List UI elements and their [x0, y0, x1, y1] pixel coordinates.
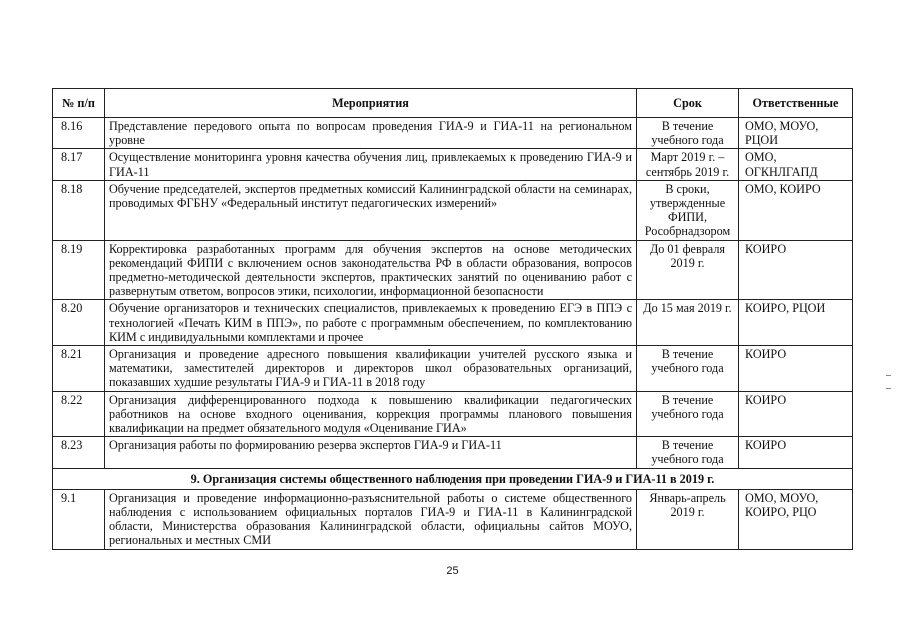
- row-num: 8.23: [53, 437, 105, 468]
- table-row: [53, 346, 853, 392]
- events-table: [52, 88, 853, 550]
- section-row: [53, 468, 853, 489]
- header-event: Мероприятия: [105, 89, 637, 118]
- row-responsible: ОМО, МОУО, РЦОИ: [739, 118, 853, 149]
- row-event: Организация работы по формированию резерва экспертов ГИА-9 и ГИА-11: [105, 437, 637, 468]
- scan-mark: [886, 375, 891, 376]
- row-term: Январь-апрель 2019 г.: [637, 489, 739, 549]
- row-num: 9.1: [53, 489, 105, 549]
- row-event: Корректировка разработанных программ для обучения экспертов на основе методических рекомендаций ФИПИ с включением основ законодательства РФ в области образования, вопросов предметно-методической деятельности экспертов, практических занятий по оцениванию работ с развернутым ответом, вопросов этики, психологии, информационной безопасности: [105, 240, 637, 300]
- row-term: До 15 мая 2019 г.: [637, 300, 739, 346]
- header-num: № п/п: [53, 89, 105, 118]
- table-row: [53, 391, 853, 437]
- row-term: Март 2019 г. – сентябрь 2019 г.: [637, 149, 739, 180]
- row-num: 8.17: [53, 149, 105, 180]
- row-event: Организация и проведение адресного повышения квалификации учителей русского языка и математики, заместителей директоров и директоров школ образовательных организаций, показавших худшие результаты ГИА-9 и ГИА-11 в 2018 году: [105, 346, 637, 392]
- row-event: Обучение председателей, экспертов предметных комиссий Калининградской области на семинарах, проводимых ФГБНУ «Федеральный институт педагогических измерений»: [105, 180, 637, 240]
- row-responsible: КОИРО: [739, 240, 853, 300]
- table-row: [53, 300, 853, 346]
- page-number: 25: [446, 565, 459, 577]
- row-term: В течение учебного года: [637, 437, 739, 468]
- row-responsible: КОИРО, РЦОИ: [739, 300, 853, 346]
- row-responsible: ОМО, КОИРО: [739, 180, 853, 240]
- row-event: Обучение организаторов и технических специалистов, привлекаемых к проведению ЕГЭ в ППЭ с технологией «Печать КИМ в ППЭ», по работе с программным обеспечением, по комплектованию КИМ с индивидуальными комплектами и прочее: [105, 300, 637, 346]
- table-row: [53, 437, 853, 468]
- row-responsible: ОМО, МОУО, КОИРО, РЦО: [739, 489, 853, 549]
- table-header-row: [53, 89, 853, 118]
- row-term: В течение учебного года: [637, 118, 739, 149]
- row-event: Организация дифференцированного подхода к повышению квалификации педагогических работников на основе входного оценивания, коррекция программы планового повышения квалификации на предмет обязательного модуля «Оценивание ГИА»: [105, 391, 637, 437]
- row-num: 8.21: [53, 346, 105, 392]
- row-term: В течение учебного года: [637, 346, 739, 392]
- section-title: 9. Организация системы общественного наблюдения при проведении ГИА-9 и ГИА-11 в 2019 г.: [53, 468, 853, 489]
- row-responsible: КОИРО: [739, 437, 853, 468]
- scan-mark: [886, 388, 891, 389]
- row-num: 8.16: [53, 118, 105, 149]
- header-responsible: Ответственные: [739, 89, 853, 118]
- row-responsible: ОМО, ОГКНЛГАПД: [739, 149, 853, 180]
- row-event: Организация и проведение информационно-разъяснительной работы о системе общественного наблюдения с использованием официальных порталов ГИА-9 и ГИА-11 в Калининградской области, Министерства образования Калининградской области, официальны сайтов МОУО, региональных и местных СМИ: [105, 489, 637, 549]
- row-term: В сроки, утвержденные ФИПИ, Рособрнадзором: [637, 180, 739, 240]
- header-term: Срок: [637, 89, 739, 118]
- row-responsible: КОИРО: [739, 346, 853, 392]
- table-row: [53, 180, 853, 240]
- row-num: 8.20: [53, 300, 105, 346]
- row-responsible: КОИРО: [739, 391, 853, 437]
- row-term: В течение учебного года: [637, 391, 739, 437]
- row-event: Осуществление мониторинга уровня качества обучения лиц, привлекаемых к проведению ГИА-9 и ГИА-11: [105, 149, 637, 180]
- row-event: Представление передового опыта по вопросам проведения ГИА-9 и ГИА-11 на региональном уровне: [105, 118, 637, 149]
- row-num: 8.22: [53, 391, 105, 437]
- table-row: [53, 240, 853, 300]
- table-row: [53, 118, 853, 149]
- table-row: [53, 149, 853, 180]
- row-num: 8.19: [53, 240, 105, 300]
- row-term: До 01 февраля 2019 г.: [637, 240, 739, 300]
- table-row: [53, 489, 853, 549]
- row-num: 8.18: [53, 180, 105, 240]
- document-page: [52, 88, 852, 550]
